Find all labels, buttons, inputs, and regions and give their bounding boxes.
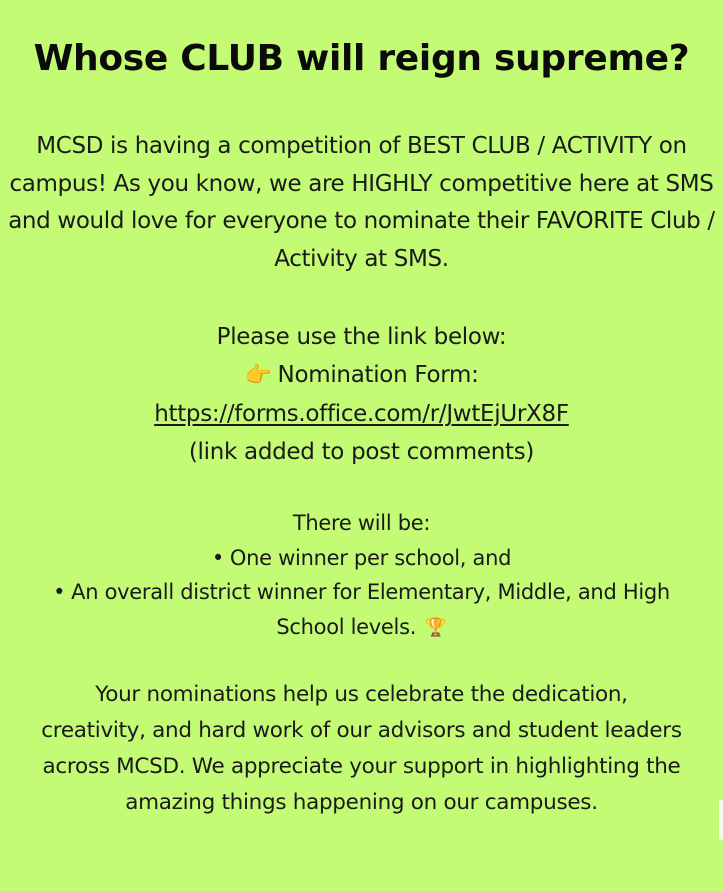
list-item: • An overall district winner for Elementary, Middle, and High School levels. 🏆 — [0, 575, 723, 645]
there-will-be-heading: There will be: — [292, 511, 431, 535]
list-item: • One winner per school, and — [211, 545, 512, 570]
bullet-icon: • — [53, 580, 66, 604]
form-link-line — [0, 395, 723, 433]
link-prompt: Please use the link below: — [216, 324, 507, 350]
poster-title: Whose CLUB will reign supreme? — [33, 38, 690, 79]
form-label: Nomination Form: — [277, 362, 479, 388]
nomination-link-section — [0, 318, 723, 471]
link-note: (link added to post comments) — [188, 439, 535, 465]
nomination-form-link[interactable]: https://forms.office.com/r/JwtEjUrX8F — [154, 401, 569, 427]
prizes-section — [0, 506, 723, 645]
bullet-icon: • — [211, 545, 224, 570]
closing-paragraph: Your nominations help us celebrate the dedication, creativity, and hard work of our advisors and student leaders across MCSD. We appreciate your support in highlighting the amazing things happening on our campuses. — [41, 682, 682, 815]
pointing-finger-icon: 👉 — [244, 363, 272, 388]
trophy-icon: 🏆 — [424, 616, 447, 638]
form-label-line — [0, 356, 723, 395]
prize-list — [0, 541, 723, 646]
intro-paragraph: MCSD is having a competition of BEST CLUB / ACTIVITY on campus! As you know, we are HIGHLY competitive here at SMS and would love for everyone to nominate their FAVORITE Club / Activity at SMS. — [8, 133, 715, 272]
edge-artifact — [719, 800, 723, 840]
